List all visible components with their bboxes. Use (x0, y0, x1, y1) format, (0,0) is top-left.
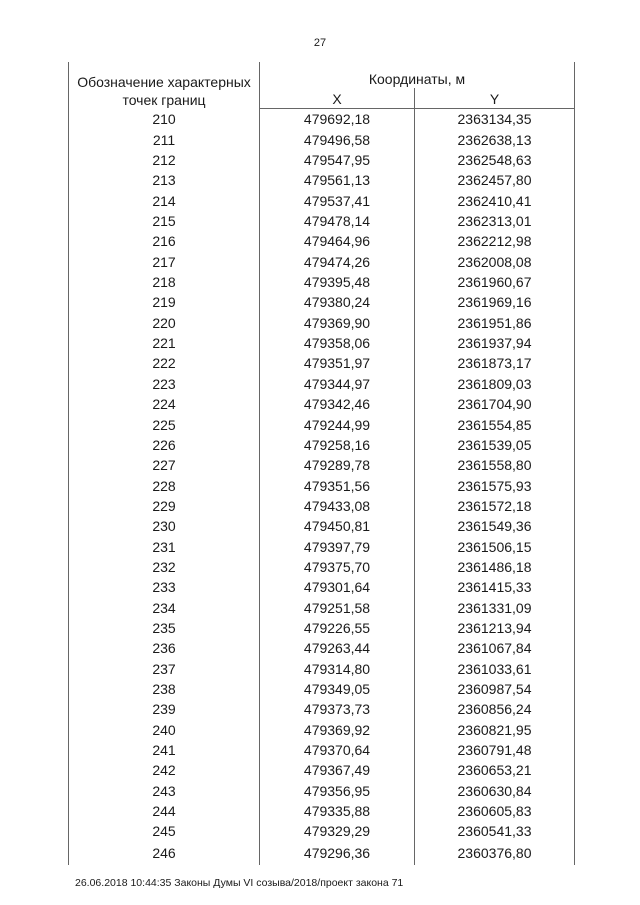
y-cell: 2360376,80 (415, 841, 575, 865)
point-cell: 221 (69, 333, 260, 353)
table-row (69, 211, 575, 231)
point-cell: 224 (69, 394, 260, 414)
table-row (69, 129, 575, 149)
table-row (69, 109, 575, 130)
point-cell: 225 (69, 414, 260, 434)
x-cell: 479367,49 (260, 760, 415, 780)
x-cell: 479349,05 (260, 679, 415, 699)
table-row (69, 740, 575, 760)
table-row (69, 190, 575, 210)
x-cell: 479375,70 (260, 557, 415, 577)
y-cell: 2360791,48 (415, 740, 575, 760)
table-row (69, 475, 575, 495)
y-cell: 2361549,36 (415, 516, 575, 536)
table-row (69, 679, 575, 699)
y-cell: 2360821,95 (415, 719, 575, 739)
table-row (69, 699, 575, 719)
y-cell: 2362410,41 (415, 190, 575, 210)
x-cell: 479244,99 (260, 414, 415, 434)
y-cell: 2361951,86 (415, 312, 575, 332)
table-row (69, 373, 575, 393)
point-cell: 215 (69, 211, 260, 231)
x-cell: 479561,13 (260, 170, 415, 190)
point-cell: 228 (69, 475, 260, 495)
table-row (69, 231, 575, 251)
x-cell: 479342,46 (260, 394, 415, 414)
y-cell: 2362008,08 (415, 251, 575, 271)
point-cell: 218 (69, 272, 260, 292)
y-cell: 2360856,24 (415, 699, 575, 719)
y-cell: 2361506,15 (415, 536, 575, 556)
table-body (69, 109, 575, 866)
y-cell: 2361033,61 (415, 658, 575, 678)
x-cell: 479433,08 (260, 496, 415, 516)
x-cell: 479356,95 (260, 780, 415, 800)
y-cell: 2361873,17 (415, 353, 575, 373)
y-cell: 2360653,21 (415, 760, 575, 780)
table-row (69, 821, 575, 841)
table-row (69, 170, 575, 190)
y-cell: 2361331,09 (415, 597, 575, 617)
point-cell: 241 (69, 740, 260, 760)
x-cell: 479301,64 (260, 577, 415, 597)
point-cell: 242 (69, 760, 260, 780)
point-cell: 213 (69, 170, 260, 190)
y-cell: 2360605,83 (415, 801, 575, 821)
point-cell: 234 (69, 597, 260, 617)
point-cell: 243 (69, 780, 260, 800)
table-row (69, 251, 575, 271)
point-cell: 227 (69, 455, 260, 475)
y-cell: 2363134,35 (415, 109, 575, 130)
point-cell: 217 (69, 251, 260, 271)
x-cell: 479464,96 (260, 231, 415, 251)
x-cell: 479474,26 (260, 251, 415, 271)
x-cell: 479258,16 (260, 435, 415, 455)
table-row (69, 496, 575, 516)
table-row (69, 435, 575, 455)
x-cell: 479296,36 (260, 841, 415, 865)
x-cell: 479478,14 (260, 211, 415, 231)
point-cell: 211 (69, 129, 260, 149)
point-cell: 222 (69, 353, 260, 373)
y-cell: 2362313,01 (415, 211, 575, 231)
y-cell: 2362212,98 (415, 231, 575, 251)
x-cell: 479547,95 (260, 150, 415, 170)
x-cell: 479369,92 (260, 719, 415, 739)
point-cell: 244 (69, 801, 260, 821)
table-row (69, 780, 575, 800)
point-cell: 219 (69, 292, 260, 312)
table-row (69, 394, 575, 414)
x-cell: 479351,56 (260, 475, 415, 495)
x-cell: 479692,18 (260, 109, 415, 130)
table-row (69, 272, 575, 292)
point-cell: 240 (69, 719, 260, 739)
x-cell: 479314,80 (260, 658, 415, 678)
x-cell: 479373,73 (260, 699, 415, 719)
point-cell: 235 (69, 618, 260, 638)
x-cell: 479358,06 (260, 333, 415, 353)
table-row (69, 516, 575, 536)
y-cell: 2361067,84 (415, 638, 575, 658)
y-cell: 2361558,80 (415, 455, 575, 475)
x-cell: 479537,41 (260, 190, 415, 210)
y-cell: 2361704,90 (415, 394, 575, 414)
point-cell: 239 (69, 699, 260, 719)
y-cell: 2360630,84 (415, 780, 575, 800)
header-x: X (260, 88, 415, 109)
table-row (69, 557, 575, 577)
header-point-designation: Обозначение характерных точек границ (69, 62, 260, 109)
table-row (69, 577, 575, 597)
point-cell: 214 (69, 190, 260, 210)
table-row (69, 658, 575, 678)
table-row (69, 333, 575, 353)
point-cell: 236 (69, 638, 260, 658)
x-cell: 479251,58 (260, 597, 415, 617)
table-row (69, 760, 575, 780)
header-coordinates: Координаты, м (260, 62, 575, 88)
y-cell: 2362457,80 (415, 170, 575, 190)
y-cell: 2360987,54 (415, 679, 575, 699)
y-cell: 2361575,93 (415, 475, 575, 495)
point-cell: 229 (69, 496, 260, 516)
x-cell: 479351,97 (260, 353, 415, 373)
x-cell: 479380,24 (260, 292, 415, 312)
y-cell: 2361539,05 (415, 435, 575, 455)
y-cell: 2361213,94 (415, 618, 575, 638)
table-row (69, 618, 575, 638)
x-cell: 479369,90 (260, 312, 415, 332)
point-cell: 231 (69, 536, 260, 556)
x-cell: 479395,48 (260, 272, 415, 292)
y-cell: 2362638,13 (415, 129, 575, 149)
x-cell: 479496,58 (260, 129, 415, 149)
point-cell: 210 (69, 109, 260, 130)
point-cell: 237 (69, 658, 260, 678)
point-cell: 230 (69, 516, 260, 536)
point-cell: 233 (69, 577, 260, 597)
table-row (69, 150, 575, 170)
table-row (69, 414, 575, 434)
table-row (69, 312, 575, 332)
y-cell: 2361572,18 (415, 496, 575, 516)
table-row (69, 597, 575, 617)
point-cell: 246 (69, 841, 260, 865)
header-y: Y (415, 88, 575, 109)
x-cell: 479397,79 (260, 536, 415, 556)
y-cell: 2362548,63 (415, 150, 575, 170)
y-cell: 2361809,03 (415, 373, 575, 393)
x-cell: 479329,29 (260, 821, 415, 841)
page-number: 27 (313, 37, 327, 49)
point-cell: 223 (69, 373, 260, 393)
y-cell: 2360541,33 (415, 821, 575, 841)
table-row (69, 353, 575, 373)
coordinates-table (68, 62, 575, 865)
y-cell: 2361937,94 (415, 333, 575, 353)
x-cell: 479344,97 (260, 373, 415, 393)
footer-stamp: 26.06.2018 10:44:35 Законы Думы VI созыва/2018/проект закона 71 (75, 877, 404, 889)
point-cell: 232 (69, 557, 260, 577)
y-cell: 2361415,33 (415, 577, 575, 597)
table-row (69, 719, 575, 739)
x-cell: 479335,88 (260, 801, 415, 821)
point-cell: 220 (69, 312, 260, 332)
x-cell: 479370,64 (260, 740, 415, 760)
x-cell: 479450,81 (260, 516, 415, 536)
point-cell: 216 (69, 231, 260, 251)
table-row (69, 801, 575, 821)
y-cell: 2361486,18 (415, 557, 575, 577)
table-row (69, 841, 575, 865)
y-cell: 2361960,67 (415, 272, 575, 292)
point-cell: 245 (69, 821, 260, 841)
x-cell: 479226,55 (260, 618, 415, 638)
y-cell: 2361554,85 (415, 414, 575, 434)
table-row (69, 536, 575, 556)
table-row (69, 292, 575, 312)
y-cell: 2361969,16 (415, 292, 575, 312)
table-row (69, 455, 575, 475)
point-cell: 226 (69, 435, 260, 455)
table-row (69, 638, 575, 658)
x-cell: 479289,78 (260, 455, 415, 475)
point-cell: 238 (69, 679, 260, 699)
x-cell: 479263,44 (260, 638, 415, 658)
point-cell: 212 (69, 150, 260, 170)
